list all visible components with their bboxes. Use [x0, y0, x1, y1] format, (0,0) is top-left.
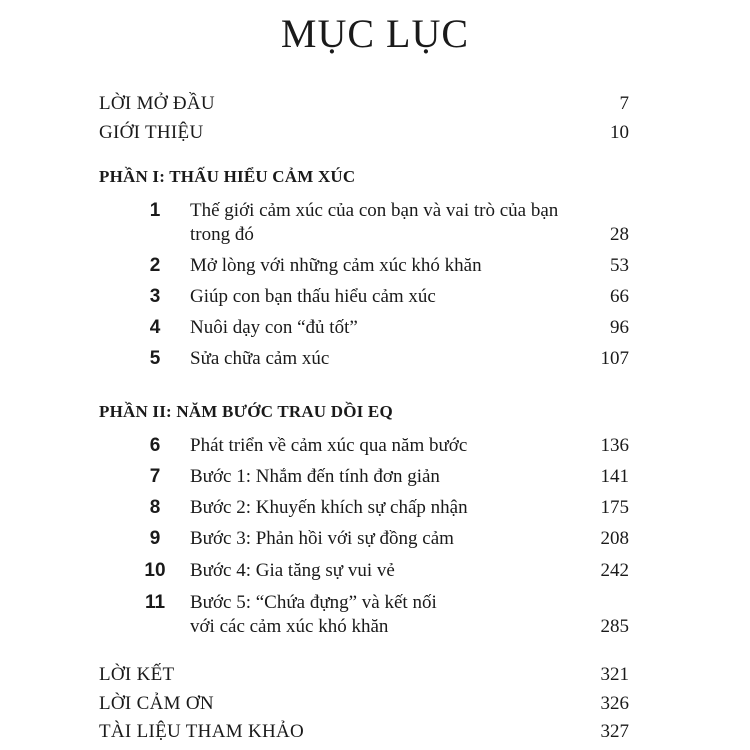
chapter-number: 2 [149, 255, 161, 276]
page-title: MỤC LỤC [280, 11, 470, 56]
chapter-title: Nuôi dạy con “đủ tốt” [190, 317, 358, 338]
chapter-number: 7 [149, 466, 161, 487]
entry-label: LỜI CẢM ƠN [99, 693, 214, 714]
chapter-title: Bước 4: Gia tăng sự vui vẻ [190, 560, 395, 581]
chapter-number: 6 [149, 435, 161, 456]
chapter-title-continued: với các cảm xúc khó khăn [190, 616, 389, 637]
chapter-number: 8 [149, 497, 161, 518]
entry-label: LỜI MỞ ĐẦU [99, 93, 215, 114]
entry-label: LỜI KẾT [99, 664, 175, 685]
chapter-number: 9 [149, 528, 161, 549]
entry-page-number: 321 [600, 664, 629, 685]
part-title: PHẦN I: THẤU HIỂU CẢM XÚC [99, 167, 356, 186]
chapter-page-number: 242 [600, 560, 629, 581]
chapter-number: 10 [144, 560, 166, 581]
entry-page-number: 7 [619, 93, 629, 114]
entry-page-number: 326 [600, 693, 629, 714]
chapter-number: 5 [149, 348, 161, 369]
chapter-title: Bước 5: “Chứa đựng” và kết nối [190, 592, 437, 613]
chapter-page-number: 208 [600, 528, 629, 549]
chapter-page-number: 107 [600, 348, 629, 369]
entry-page-number: 327 [600, 721, 629, 742]
chapter-page-number: 136 [600, 435, 629, 456]
chapter-page-number: 28 [610, 224, 629, 245]
chapter-page-number: 175 [600, 497, 629, 518]
entry-label: GIỚI THIỆU [99, 122, 204, 143]
chapter-title: Sửa chữa cảm xúc [190, 348, 330, 369]
part-title: PHẦN II: NĂM BƯỚC TRAU DỒI EQ [99, 402, 393, 421]
chapter-number: 3 [149, 286, 161, 307]
chapter-title: Thế giới cảm xúc của con bạn và vai trò của bạn [190, 200, 559, 221]
chapter-title: Bước 2: Khuyến khích sự chấp nhận [190, 497, 468, 518]
chapter-number: 11 [144, 592, 166, 613]
chapter-number: 1 [149, 200, 161, 221]
chapter-title: Mở lòng với những cảm xúc khó khăn [190, 255, 482, 276]
chapter-title-continued: trong đó [190, 224, 254, 245]
chapter-title: Bước 3: Phản hồi với sự đồng cảm [190, 528, 454, 549]
entry-page-number: 10 [610, 122, 629, 143]
chapter-page-number: 53 [610, 255, 629, 276]
chapter-page-number: 141 [600, 466, 629, 487]
chapter-title: Bước 1: Nhắm đến tính đơn giản [190, 466, 440, 487]
chapter-number: 4 [149, 317, 161, 338]
chapter-title: Giúp con bạn thấu hiểu cảm xúc [190, 286, 436, 307]
chapter-title: Phát triển về cảm xúc qua năm bước [190, 435, 468, 456]
chapter-page-number: 96 [610, 317, 629, 338]
entry-label: TÀI LIỆU THAM KHẢO [99, 721, 305, 742]
chapter-page-number: 66 [610, 286, 629, 307]
chapter-page-number: 285 [600, 616, 629, 637]
